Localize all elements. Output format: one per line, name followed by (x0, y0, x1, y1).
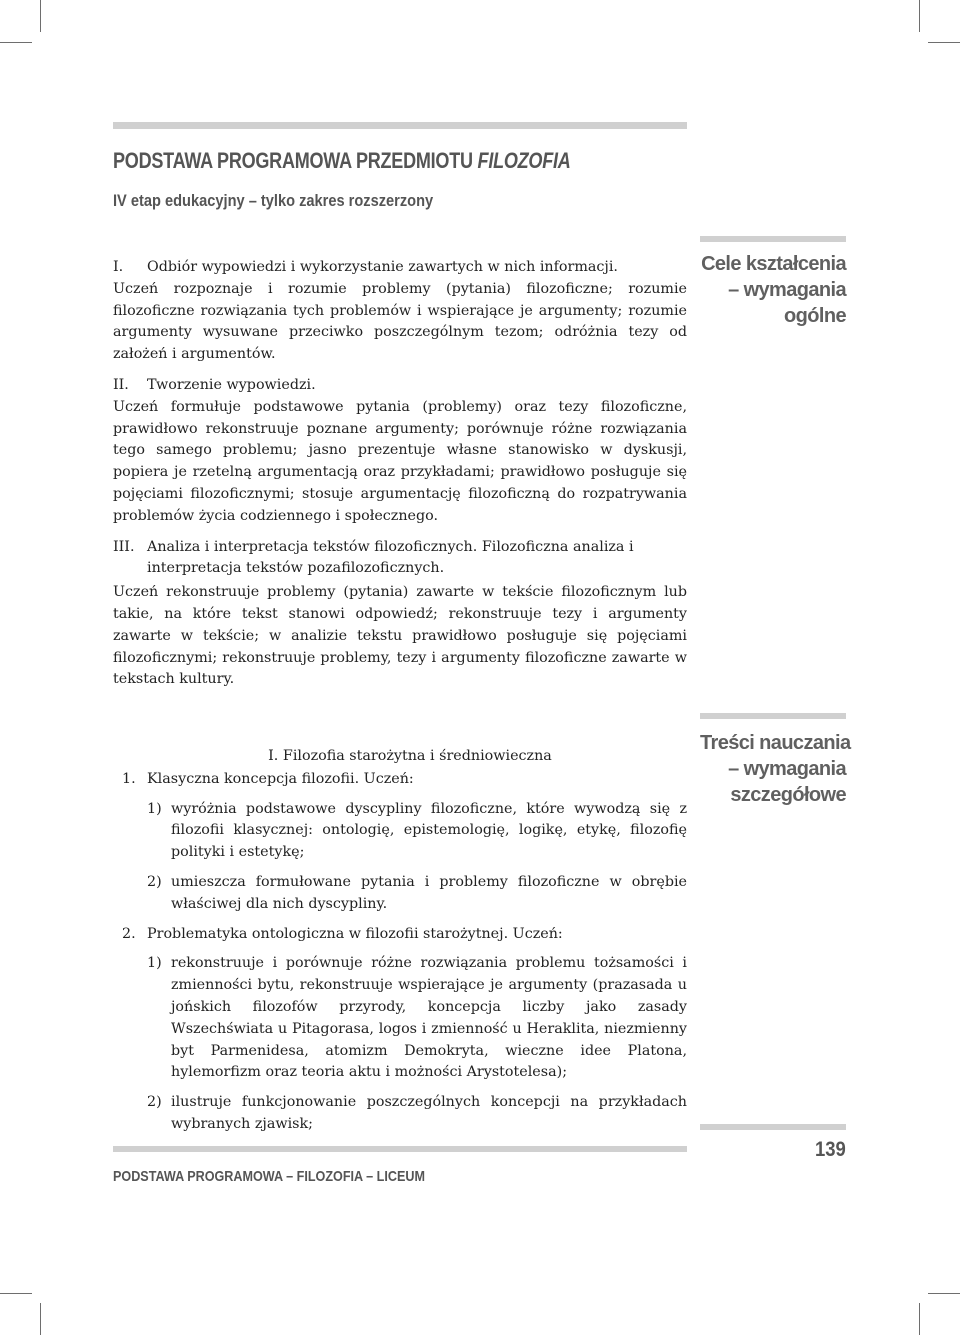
topic-number: 1. (122, 770, 136, 787)
crop-mark-left-upper (0, 42, 32, 43)
item-text: ilustruje funkcjonowanie poszczególnych koncepcji na przykładach wybranych zjawisk; (171, 1094, 687, 1132)
crop-mark-bottom-right (919, 1303, 920, 1335)
list-item (147, 953, 687, 1084)
goal-section (113, 257, 687, 691)
crop-mark-left-lower (0, 1293, 32, 1294)
item-text: wyróżnia podstawowe dyscypliny filozoficzne, które wywodzą się z filozofii klasycznej: ontologię, epistemologię, logikę, etykę, filozofię polityki i estetykę; (171, 800, 687, 861)
crop-mark-right-upper (928, 42, 960, 43)
crop-mark-top-right (919, 0, 920, 32)
topic-heading (113, 924, 687, 946)
goal-numeral: II. (113, 376, 129, 393)
crop-mark-bottom-left (40, 1303, 41, 1335)
page-title-subject: FILOZOFIA (477, 148, 571, 173)
topic-title: Klasyczna koncepcja filozofii. Uczeń: (147, 770, 414, 787)
item-number: 1) (147, 955, 162, 972)
goal-heading (113, 375, 687, 397)
crop-mark-right-lower (928, 1293, 960, 1294)
header-rule (113, 122, 687, 129)
goal-numeral: III. (113, 538, 135, 555)
topic-number: 2. (122, 925, 136, 942)
side-label-general (700, 251, 846, 329)
side-label-general-line2: – wymagania (728, 279, 846, 301)
list-item (147, 872, 687, 916)
goal-text: Uczeń rozpoznaje i rozumie problemy (pytania) filozoficzne; rozumie filozoficzne rozwiązania tych problemów i wspierające je argumenty; rozumie argumenty wysuwane przeciwko poszczególnym tezom; odróżnia tezy od założeń i argumentów. (113, 280, 687, 363)
item-text: rekonstruuje i porównuje różne rozwiązania problemu tożsamości i zmienności bytu, rekonstruuje wspierające je argumenty (prazasada u jońskich filozofów przyrody, koncepcja liczby jako zasady Wszechświata u Pitagorasa, logos i zmienność u Heraklita, niezmienny byt Parmenidesa, atomizm Demokryta, wieczne idee Platona, hylemorfizm oraz teoria aktu i możności Arystotelesa); (171, 955, 687, 1081)
goal-heading (113, 257, 687, 279)
page-subtitle: IV etap edukacyjny – tylko zakres rozszerzony (113, 191, 434, 210)
side-label-specific-line1: Treści nauczania (700, 732, 851, 754)
running-footer: PODSTAWA PROGRAMOWA – FILOZOFIA – LICEUM (113, 1168, 425, 1185)
side-rule-general (700, 236, 846, 242)
topic-items (113, 953, 687, 1135)
item-text: umieszcza formułowane pytania i problemy filozoficzne w obrębie właściwej dla nich dyscypliny. (171, 873, 687, 912)
list-item (147, 799, 687, 864)
goal-numeral: I. (113, 259, 124, 275)
side-label-specific-line3: szczegółowe (730, 784, 846, 806)
footer-rule-side (700, 1124, 846, 1130)
side-label-general-line3: ogólne (784, 305, 846, 327)
side-label-general-line1: Cele kształcenia (701, 253, 846, 275)
crop-mark-top-left (40, 0, 41, 32)
goal-heading (113, 537, 687, 581)
footer-rule (113, 1146, 687, 1152)
goal-text: Uczeń formułuje podstawowe pytania (problemy) oraz tezy filozoficzne, prawidłowo rekonstruuje poznane argumenty; porównuje różne rozwiązania tego samego problemu; jasno prezentuje własne stanowisko w dyskusji, popiera je rzetelną argumentacją oraz przykładami; prawidłowo posługuje się pojęciami filozoficznymi; stosuje argumentację filozoficzną do rozpatrywania problemów życia codziennego i społecznego. (113, 398, 687, 524)
page-number: 139 (815, 1138, 846, 1161)
content-section (113, 746, 687, 1136)
item-number: 1) (147, 800, 162, 817)
goal-heading-text: Odbiór wypowiedzi i wykorzystanie zawartych w nich informacji. (147, 259, 618, 275)
topic-heading (113, 769, 687, 791)
topic-items (113, 799, 687, 916)
side-label-specific (700, 730, 851, 808)
side-rule-specific (700, 713, 846, 719)
topic-title: Problematyka ontologiczna w filozofii starożytnej. Uczeń: (147, 925, 563, 942)
goal-heading-text: Tworzenie wypowiedzi. (147, 376, 316, 393)
goal-heading-text: Analiza i interpretacja tekstów filozoficznych. Filozoficzna analiza i interpretacja tekstów pozafilozoficznych. (147, 538, 634, 577)
side-label-specific-line2: – wymagania (728, 758, 846, 780)
item-number: 2) (147, 873, 162, 890)
content-section-title: I. Filozofia starożytna i średniowieczna (268, 748, 552, 764)
goal-text: Uczeń rekonstruuje problemy (pytania) zawarte w tekście filozoficznym lub takie, na które tekst stanowi odpowiedź; rekonstruuje tezy i argumenty zawarte w tekście; w analizie tekstu prawidłowo posługuje się pojęciami filozoficznymi; rekonstruuje problemy, tezy i argumenty filozoficzne zawarte w tekstach kultury. (113, 584, 687, 688)
page-title: PODSTAWA PROGRAMOWA PRZEDMIOTU FILOZOFIA (113, 148, 571, 173)
list-item (147, 1092, 687, 1136)
item-number: 2) (147, 1094, 162, 1111)
